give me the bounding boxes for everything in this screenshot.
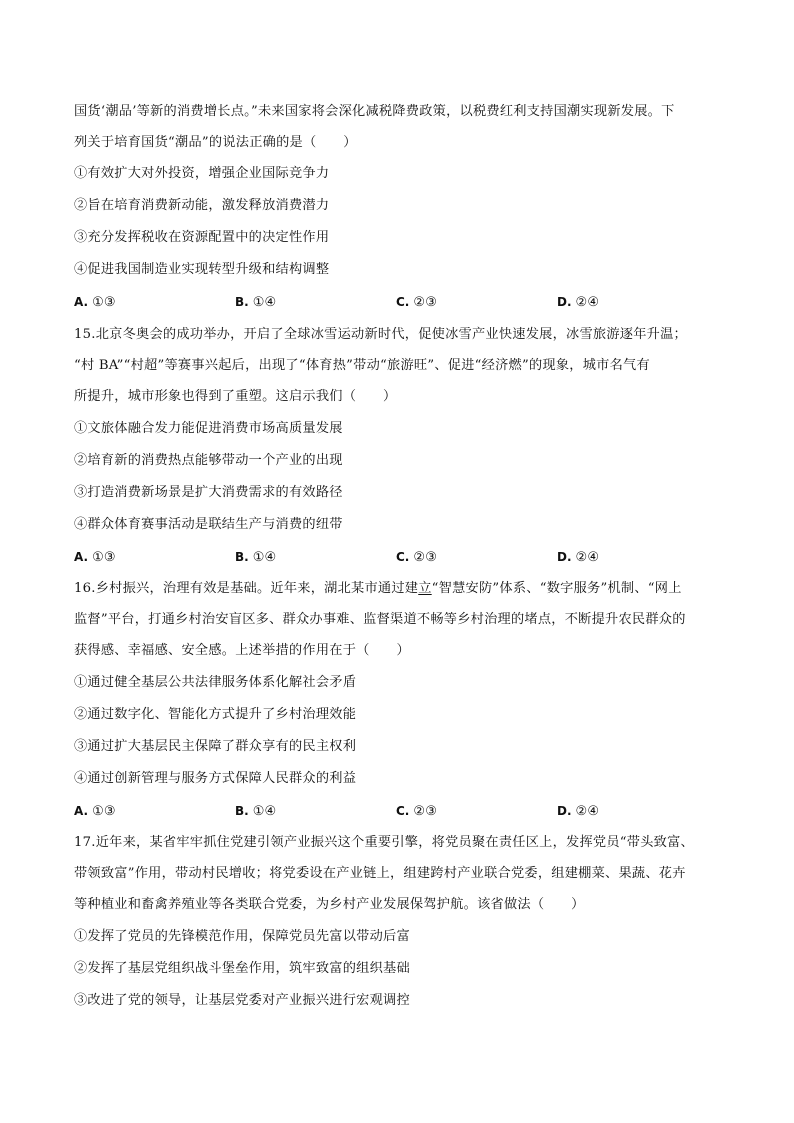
q14-option-d[interactable]: D. ②④ [557,295,600,310]
q14-stem-line-1: 国货‘潮品’等新的消费增长点。”未来国家将会深化减税降费政策，以税费红利支持国潮实现新发展。下 [74,104,675,119]
q16-option-c[interactable]: C. ②③ [396,804,438,819]
q14-option-c[interactable]: C. ②③ [396,295,438,310]
q15-option-b[interactable]: B. ①④ [235,550,277,565]
q16-options [74,801,734,821]
q14-statement-3: ③充分发挥税收在资源配置中的决定性作用 [74,230,330,245]
q15-stem-line-2: “村 BA”“村超”等赛事兴起后，出现了“体育热”带动“旅游旺”、促进“经济燃”的现象，城市名气有 [74,358,650,373]
q15-statement-4: ④群众体育赛事活动是联结生产与消费的纽带 [74,517,343,532]
q15-option-c[interactable]: C. ②③ [396,550,438,565]
q17-stem-line-1: 17.近年来，某省牢牢抓住党建引领产业振兴这个重要引擎，将党员聚在责任区上，发挥党员“带头致富、 [74,835,694,850]
q16-statement-2: ②通过数字化、智能化方式提升了乡村治理效能 [74,707,357,722]
q14-statement-2: ②旨在培育消费新动能，激发释放消费潜力 [74,198,330,213]
q14-statement-1: ①有效扩大对外投资，增强企业国际竞争力 [74,166,330,181]
q16-statement-3: ③通过扩大基层民主保障了群众享有的民主权利 [74,739,357,754]
q15-option-a[interactable]: A. ①③ [74,550,116,565]
q16-statement-1: ①通过健全基层公共法律服务体系化解社会矛盾 [74,675,357,690]
q14-stem-line-2: 列关于培育国货“潮品”的说法正确的是（ ） [74,135,357,150]
q16-stem-line-2: 监督”平台，打通乡村治安盲区多、群众办事难、监督渠道不畅等乡村治理的堵点，不断提升农民群众的 [74,612,686,627]
q14-statement-4: ④促进我国制造业实现转型升级和结构调整 [74,262,330,277]
q16-stem-line-1: 16.乡村振兴，治理有效是基础。近年来，湖北某市通过建立“智慧安防”体系、“数字服务”机制、“网上 [74,581,682,596]
q16-option-b[interactable]: B. ①④ [235,804,277,819]
q14-option-b[interactable]: B. ①④ [235,295,277,310]
q17-statement-3: ③改进了党的领导，让基层党委对产业振兴进行宏观调控 [74,993,410,1008]
q16-option-d[interactable]: D. ②④ [557,804,600,819]
q16-statement-4: ④通过创新管理与服务方式保障人民群众的利益 [74,771,357,786]
q17-stem-line-2: 带领致富”作用，带动村民增收；将党委设在产业链上，组建跨村产业联合党委，组建棚菜、果蔬、花卉 [74,866,686,881]
q15-option-d[interactable]: D. ②④ [557,550,600,565]
q15-stem-line-3: 所提升，城市形象也得到了重塑。这启示我们（ ） [74,389,397,404]
q17-statement-1: ①发挥了党员的先锋模范作用，保障党员先富以带动后富 [74,929,410,944]
q15-statement-2: ②培育新的消费热点能够带动一个产业的出现 [74,453,343,468]
q16-stem-line-3: 获得感、幸福感、安全感。上述举措的作用在于（ ） [74,643,410,658]
q15-statement-3: ③打造消费新场景是扩大消费需求的有效路径 [74,485,343,500]
q15-statement-1: ①文旅体融合发力能促进消费市场高质量发展 [74,421,343,436]
q15-stem-line-1: 15.北京冬奥会的成功举办，开启了全球冰雪运动新时代，促使冰雪产业快速发展，冰雪旅游逐年升温； [74,327,687,342]
underlined-char: 立 [418,581,432,596]
q14-option-a[interactable]: A. ①③ [74,295,116,310]
q16-option-a[interactable]: A. ①③ [74,804,116,819]
q17-statement-2: ②发挥了基层党组织战斗堡垒作用，筑牢致富的组织基础 [74,961,410,976]
q17-stem-line-3: 等种植业和畜禽养殖业等各类联合党委，为乡村产业发展保驾护航。该省做法（ ） [74,897,585,912]
q15-options [74,547,734,567]
q14-options [74,292,734,312]
